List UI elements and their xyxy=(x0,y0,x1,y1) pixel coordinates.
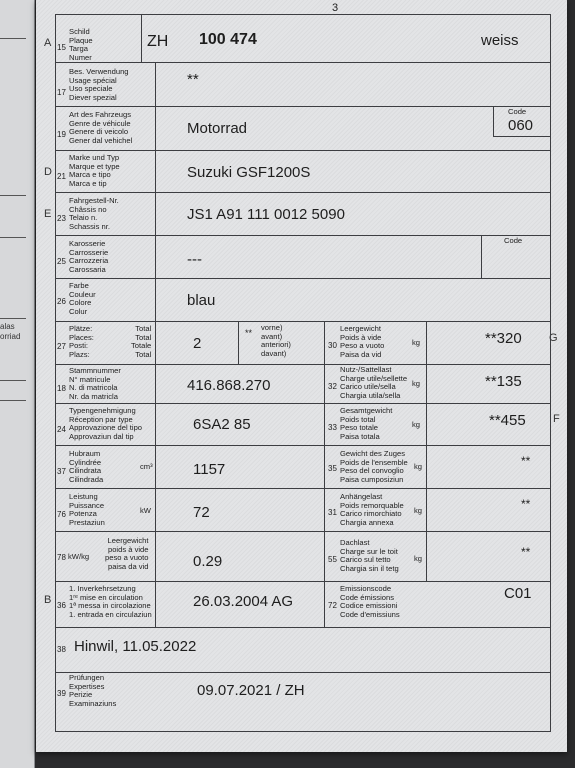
field-37-35-row xyxy=(56,445,550,489)
field-label: Nutz-/Sattellast Charge utile/sellette Carico utile/sella Chargia utila/sella xyxy=(340,365,408,400)
field-18-32-row xyxy=(56,364,550,404)
field-26-color xyxy=(56,278,550,322)
left-page-text: alas xyxy=(0,322,15,331)
field-number: 37 xyxy=(57,467,66,476)
field-number: 76 xyxy=(57,510,66,519)
first-registration-value: 26.03.2004 AG xyxy=(193,593,294,610)
marker-d: D xyxy=(44,166,52,178)
code-box xyxy=(481,235,551,278)
field-25-body xyxy=(56,235,550,279)
field-39-inspections xyxy=(56,672,550,731)
emission-code-value: C01 xyxy=(504,585,532,602)
field-number: 24 xyxy=(57,425,66,434)
type-approval-value: 6SA2 85 xyxy=(193,416,251,433)
field-number: 78 xyxy=(57,553,66,562)
inspection-value: 09.07.2021 / ZH xyxy=(197,682,305,699)
field-label: Art des Fahrzeugs Genre de véhicule Genere di veicolo Gener dal vehichel xyxy=(69,110,133,145)
field-17-special-use xyxy=(56,62,550,107)
displacement-value: 1157 xyxy=(193,461,226,478)
marker-g: G xyxy=(549,332,558,344)
field-label: Emissionscode Code émissions Codice emissioni Code d'emissiuns xyxy=(340,584,400,619)
field-label: Gewicht des Zuges Poids de l'ensemble Peso del convoglio Paisa cumposiziun xyxy=(340,449,408,484)
unit-label: kg xyxy=(414,506,423,515)
field-label: Leergewicht Poids à vide Peso a vuoto Paisa da vid xyxy=(340,324,385,359)
seats-total-value: 2 xyxy=(193,335,202,352)
field-76-31-row xyxy=(56,488,550,532)
trailer-load-value: ** xyxy=(521,497,531,511)
special-use-value: ** xyxy=(187,71,199,88)
field-number: 36 xyxy=(57,601,66,610)
field-label: Plätze: Places: Posti: Plazs: xyxy=(69,324,94,359)
marker-a: A xyxy=(44,37,52,49)
left-page-edge xyxy=(0,0,35,768)
power-value: 72 xyxy=(193,504,210,521)
left-page-rule xyxy=(0,38,26,39)
field-number: 31 xyxy=(328,508,337,517)
field-label: Leistung Puissance Potenza Prestaziun xyxy=(69,492,105,527)
vehicle-type-value: Motorrad xyxy=(187,120,248,137)
field-24-33-row xyxy=(56,403,550,446)
unit-label: kW/kg xyxy=(68,552,90,561)
field-number: 38 xyxy=(57,645,66,654)
field-label: Marke und Typ Marque et type Marca e tipo Marca e tip xyxy=(69,153,120,188)
power-to-weight-value: 0.29 xyxy=(193,553,223,570)
field-number: 21 xyxy=(57,172,66,181)
left-page-rule xyxy=(0,380,26,381)
field-number: 33 xyxy=(328,423,337,432)
field-number: 19 xyxy=(57,130,66,139)
field-label: Bes. Verwendung Usage spécial Uso speciale Diever spezial xyxy=(69,67,129,102)
issue-place-date-value: Hinwil, 11.05.2022 xyxy=(74,638,197,655)
field-number: 23 xyxy=(57,214,66,223)
field-label: Leergewicht poids à vide peso a vuoto paisa da vid xyxy=(105,536,149,571)
marker-b: B xyxy=(44,594,52,606)
field-27-30-row xyxy=(56,321,550,365)
field-label: Dachlast Charge sur le toit Carico sul tetto Chargia sin il tetg xyxy=(340,538,399,573)
marker-e: E xyxy=(44,208,52,220)
field-38-issue xyxy=(56,627,550,673)
field-number: 39 xyxy=(57,689,66,698)
page-number: 3 xyxy=(332,2,339,14)
unit-label: kg xyxy=(412,338,421,347)
field-label: 1. Inverkehrsetzung 1ʳᵉ mise en circulation 1ª messa in circolazione 1. entrada en circulaziun xyxy=(69,584,152,619)
field-number: 30 xyxy=(328,341,337,350)
empty-weight-value: **320 xyxy=(485,330,522,347)
marker-f: F xyxy=(553,413,560,425)
unit-label: kg xyxy=(414,554,423,563)
color-value: blau xyxy=(187,292,216,309)
field-label: Anhängelast Poids remorquable Carico rimorchiato Chargia annexa xyxy=(340,492,404,527)
field-number: 32 xyxy=(328,382,337,391)
code-box xyxy=(493,106,551,137)
field-number: 55 xyxy=(328,555,337,564)
field-23-chassis xyxy=(56,192,550,236)
left-page-rule xyxy=(0,318,26,319)
field-number: 35 xyxy=(328,464,337,473)
registration-document-page xyxy=(36,0,567,752)
plate-number: 100 474 xyxy=(199,31,257,48)
field-number: 18 xyxy=(57,384,66,393)
body-value: --- xyxy=(187,251,202,268)
field-label: Prüfungen Expertises Perizie Examinaziuns xyxy=(69,673,117,708)
field-number: 15 xyxy=(57,43,66,52)
train-weight-value: ** xyxy=(521,454,531,468)
seats-front-labels: vorne) avant) anteriori) davant) xyxy=(261,323,291,358)
field-78-55-row xyxy=(56,531,550,582)
unit-label: kW xyxy=(140,506,151,515)
vehicle-registration-form xyxy=(55,14,551,732)
roof-load-value: ** xyxy=(521,545,531,559)
left-page-text: orriad xyxy=(0,332,21,341)
field-label: Typengenehmigung Réception par type Approvazione del tipo Approvaziun dal tip xyxy=(69,406,143,441)
field-36-72-row xyxy=(56,581,550,628)
field-number: 17 xyxy=(57,88,66,97)
unit-label: kg xyxy=(412,420,421,429)
unit-label: cm³ xyxy=(140,462,153,471)
field-number: 72 xyxy=(328,601,337,610)
field-label: Schild Plaque Targa Numer xyxy=(69,27,93,62)
payload-value: **135 xyxy=(485,373,522,390)
field-19-vehicle-type xyxy=(56,106,550,151)
field-21-make-model xyxy=(56,150,550,193)
seat-total-labels: Total Total Totale Total xyxy=(131,324,152,359)
code-label: Code xyxy=(508,107,527,116)
registration-number-value: 416.868.270 xyxy=(187,377,271,394)
field-label: Farbe Couleur Colore Colur xyxy=(69,281,96,316)
field-label: Stammnummer N° matricule N. di matricola Nr. da matricla xyxy=(69,366,121,401)
plate-canton: ZH xyxy=(147,33,169,50)
field-number: 26 xyxy=(57,297,66,306)
field-label: Karosserie Carrosserie Carrozzeria Carossaria xyxy=(69,239,109,274)
left-page-rule xyxy=(0,400,26,401)
chassis-number-value: JS1 A91 111 0012 5090 xyxy=(187,206,345,223)
left-page-rule xyxy=(0,237,26,238)
field-number: 25 xyxy=(57,257,66,266)
seats-front-value: ** xyxy=(245,328,253,338)
code-label: Code xyxy=(504,236,523,245)
make-model-value: Suzuki GSF1200S xyxy=(187,164,311,181)
unit-label: kg xyxy=(414,462,423,471)
code-value: 060 xyxy=(508,117,534,134)
total-weight-value: **455 xyxy=(489,412,526,429)
left-page-rule xyxy=(0,195,26,196)
field-number: 27 xyxy=(57,342,66,351)
field-label: Hubraum Cylindrée Cilindrata Cilindrada xyxy=(69,449,104,484)
field-label: Fahrgestell-Nr. Châssis no Telaio n. Schassis nr. xyxy=(69,196,119,231)
field-15-plate xyxy=(56,15,550,63)
plate-color: weiss xyxy=(481,32,519,49)
unit-label: kg xyxy=(412,379,421,388)
field-label: Gesamtgewicht Poids total Peso totale Paisa totala xyxy=(340,406,393,441)
